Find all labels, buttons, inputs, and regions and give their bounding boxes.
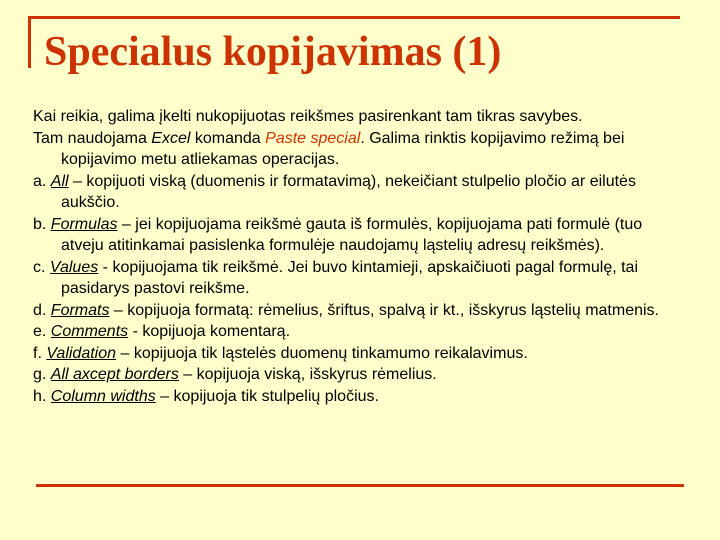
paste-special-term: Paste special xyxy=(265,129,361,147)
item-term: Column widths xyxy=(50,387,156,405)
item-prefix: d. xyxy=(33,301,51,319)
slide-title: Specialus kopijavimas (1) xyxy=(44,29,502,75)
list-item xyxy=(33,300,683,322)
list-item xyxy=(33,386,683,408)
list-item xyxy=(33,343,683,365)
command-paragraph xyxy=(33,128,683,171)
item-description: – kopijuoja viską, išskyrus rėmelius. xyxy=(178,366,437,383)
item-prefix: h. xyxy=(33,387,51,405)
title-frame-top-line xyxy=(28,16,680,19)
item-term: Formats xyxy=(50,301,110,319)
item-description: - kopijuojama tik reikšmė. Jei buvo kintamieji, apskaičiuoti pagal formulę, tai pasidarys pastovi reikšme. xyxy=(61,258,639,297)
item-description: – jei kopijuojama reikšmė gauta iš formulės, kopijuojama pati formulė (tuo atveju atitinkamai pasislenka formulėje naudojamų ląstelių adresų reikšmės). xyxy=(61,215,643,254)
excel-term: Excel xyxy=(151,129,191,147)
item-description: – kopijuoti viską (duomenis ir formatavimą), nekeičiant stulpelio pločio ar eilutės aukščio. xyxy=(61,172,636,211)
item-term: Validation xyxy=(46,344,117,362)
list-item xyxy=(33,171,683,214)
bottom-divider-line xyxy=(36,484,684,487)
item-prefix: g. xyxy=(33,366,51,383)
item-term: Formulas xyxy=(50,215,118,233)
item-description: – kopijuoja tik stulpelių pločius. xyxy=(155,387,379,405)
list-item xyxy=(33,257,683,300)
item-prefix: b. xyxy=(33,215,51,233)
title-frame-left-line xyxy=(28,16,31,68)
list-item xyxy=(33,214,683,257)
command-text-start: Tam naudojama xyxy=(33,129,152,147)
intro-paragraph: Kai reikia, galima įkelti nukopijuotas reikšmes pasirenkant tam tikras savybes. xyxy=(33,108,583,125)
command-text-end: . Galima rinktis kopijavimo režimą bei kopijavimo metu atliekamas operacijas. xyxy=(61,129,625,168)
item-prefix: a. xyxy=(33,172,51,190)
command-text-mid: komanda xyxy=(190,129,266,147)
item-description: – kopijuoja tik ląstelės duomenų tinkamumo reikalavimus. xyxy=(116,344,528,362)
list-item xyxy=(33,364,683,386)
item-description: - kopijuoja komentarą. xyxy=(128,323,291,340)
item-description: – kopijuoja formatą: rėmelius, šriftus, spalvą ir kt., išskyrus ląstelių matmenis. xyxy=(109,301,659,319)
item-prefix: f. xyxy=(33,344,47,362)
slide-body xyxy=(33,106,683,407)
item-term: Comments xyxy=(50,323,129,340)
item-prefix: e. xyxy=(33,323,51,340)
item-term: Values xyxy=(49,258,99,276)
item-prefix: c. xyxy=(33,258,50,276)
item-term: All xyxy=(50,172,69,190)
item-term: All axcept borders xyxy=(50,366,179,383)
list-item xyxy=(33,321,683,343)
